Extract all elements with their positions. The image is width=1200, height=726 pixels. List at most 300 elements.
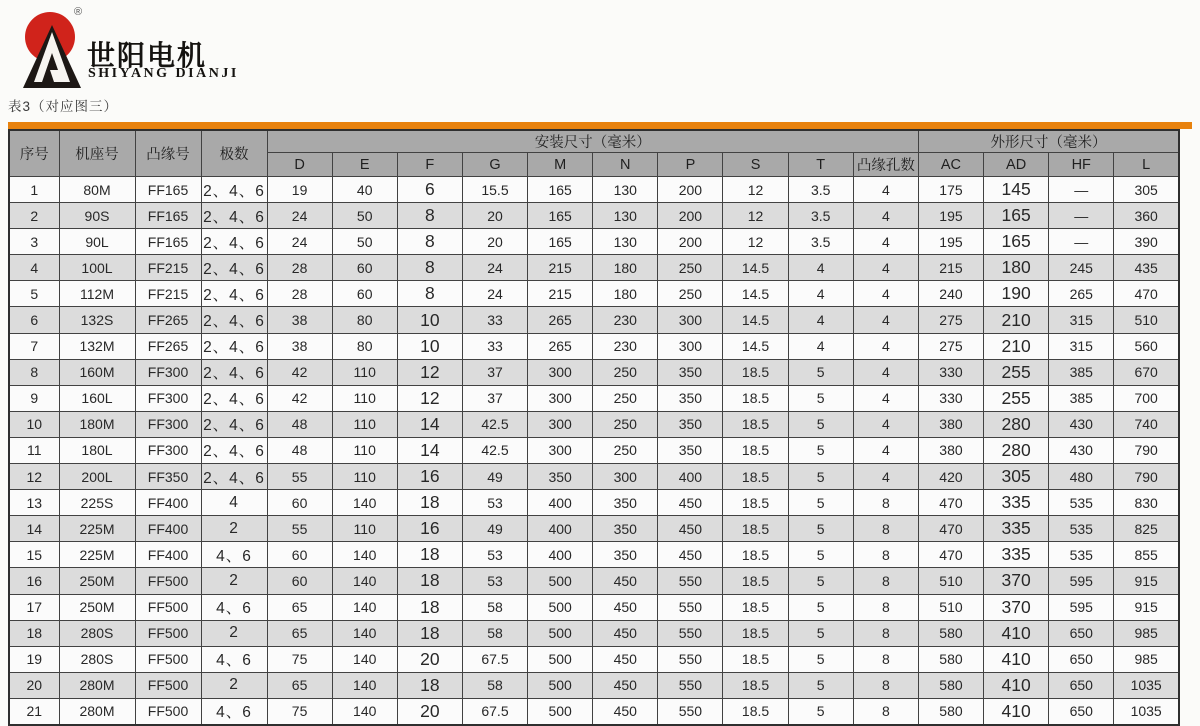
cell: 790	[1114, 437, 1179, 463]
cell: 12	[723, 229, 788, 255]
cell: 470	[918, 490, 983, 516]
dim-col-header: F	[397, 153, 462, 177]
cell: 2	[201, 620, 267, 646]
cell: 250	[593, 437, 658, 463]
cell: 4	[853, 437, 918, 463]
cell: 300	[528, 359, 593, 385]
col-header-frame: 机座号	[59, 130, 135, 177]
cell: 215	[918, 255, 983, 281]
cell: 18.5	[723, 385, 788, 411]
cell: 4、6	[201, 646, 267, 672]
cell: 380	[918, 411, 983, 437]
cell: 245	[1049, 255, 1114, 281]
cell: 2、4、6	[201, 255, 267, 281]
cell: 42.5	[462, 437, 527, 463]
cell: 110	[332, 516, 397, 542]
cell: 18	[397, 672, 462, 698]
cell: 19	[267, 177, 332, 203]
cell: 510	[918, 594, 983, 620]
cell: 50	[332, 229, 397, 255]
cell: 225S	[59, 490, 135, 516]
cell: 535	[1049, 542, 1114, 568]
cell: 4、6	[201, 698, 267, 725]
cell: 435	[1114, 255, 1179, 281]
cell: 5	[788, 490, 853, 516]
cell: FF215	[135, 255, 201, 281]
cell: 2、4、6	[201, 177, 267, 203]
cell: 280S	[59, 620, 135, 646]
cell: 250M	[59, 594, 135, 620]
cell: FF300	[135, 437, 201, 463]
cell: 49	[462, 464, 527, 490]
cell: 350	[658, 411, 723, 437]
table-row	[9, 464, 1179, 490]
cell: 380	[918, 437, 983, 463]
cell: 1035	[1114, 698, 1179, 725]
cell: 50	[332, 203, 397, 229]
cell: 335	[984, 516, 1049, 542]
cell: 160M	[59, 359, 135, 385]
cell: 53	[462, 568, 527, 594]
cell: FF400	[135, 490, 201, 516]
cell: 65	[267, 594, 332, 620]
cell: 4	[201, 490, 267, 516]
cell: 650	[1049, 672, 1114, 698]
cell: 3.5	[788, 203, 853, 229]
cell: 49	[462, 516, 527, 542]
cell: 37	[462, 385, 527, 411]
cell: 18.5	[723, 594, 788, 620]
cell: 450	[593, 620, 658, 646]
cell: 28	[267, 255, 332, 281]
cell: 18.5	[723, 411, 788, 437]
cell: —	[1049, 203, 1114, 229]
cell: 60	[267, 568, 332, 594]
cell: 450	[658, 516, 723, 542]
cell: 14.5	[723, 333, 788, 359]
cell: 5	[788, 568, 853, 594]
col-header-flange: 凸缘号	[135, 130, 201, 177]
cell: 500	[528, 620, 593, 646]
cell: FF400	[135, 542, 201, 568]
cell: 510	[918, 568, 983, 594]
table-row	[9, 568, 1179, 594]
cell: 250	[658, 281, 723, 307]
cell: 430	[1049, 411, 1114, 437]
cell: 300	[593, 464, 658, 490]
cell: 18	[397, 594, 462, 620]
cell: 140	[332, 620, 397, 646]
cell: 450	[593, 568, 658, 594]
cell: 230	[593, 307, 658, 333]
cell: 2	[201, 672, 267, 698]
cell: 4	[788, 333, 853, 359]
table-row	[9, 620, 1179, 646]
cell: 8	[397, 281, 462, 307]
cell: 12	[397, 359, 462, 385]
cell: 670	[1114, 359, 1179, 385]
cell: 4	[853, 281, 918, 307]
cell: 410	[984, 672, 1049, 698]
dim-col-header: AC	[918, 153, 983, 177]
cell: 2	[201, 516, 267, 542]
cell: 18.5	[723, 698, 788, 725]
cell: 215	[528, 281, 593, 307]
col-header-poles: 极数	[201, 130, 267, 177]
cell: 5	[788, 672, 853, 698]
cell: 500	[528, 646, 593, 672]
table-row	[9, 646, 1179, 672]
cell: 58	[462, 594, 527, 620]
cell: 24	[462, 255, 527, 281]
accent-bar	[8, 122, 1192, 129]
cell: 16	[9, 568, 59, 594]
cell: 985	[1114, 646, 1179, 672]
cell: 180M	[59, 411, 135, 437]
cell: 400	[528, 516, 593, 542]
cell: 130	[593, 229, 658, 255]
cell: 18.5	[723, 646, 788, 672]
cell: 385	[1049, 385, 1114, 411]
cell: 650	[1049, 646, 1114, 672]
cell: 410	[984, 646, 1049, 672]
cell: 4	[853, 307, 918, 333]
cell: 250	[593, 385, 658, 411]
table-row	[9, 542, 1179, 568]
cell: 225M	[59, 542, 135, 568]
cell: 280M	[59, 672, 135, 698]
cell: 200	[658, 177, 723, 203]
cell: 5	[788, 437, 853, 463]
cell: 500	[528, 594, 593, 620]
cell: 5	[788, 646, 853, 672]
cell: 8	[853, 646, 918, 672]
company-logo	[10, 6, 330, 92]
cell: 4	[853, 464, 918, 490]
cell: 132M	[59, 333, 135, 359]
cell: 53	[462, 490, 527, 516]
cell: 8	[397, 229, 462, 255]
cell: 5	[788, 411, 853, 437]
cell: 265	[1049, 281, 1114, 307]
cell: 28	[267, 281, 332, 307]
cell: 450	[593, 698, 658, 725]
cell: 165	[528, 229, 593, 255]
cell: 21	[9, 698, 59, 725]
cell: 350	[658, 437, 723, 463]
cell: 535	[1049, 490, 1114, 516]
cell: 14	[397, 437, 462, 463]
cell: 24	[267, 203, 332, 229]
cell: 75	[267, 698, 332, 725]
cell: 90L	[59, 229, 135, 255]
dim-col-header: L	[1114, 153, 1179, 177]
cell: 265	[528, 307, 593, 333]
cell: 275	[918, 307, 983, 333]
cell: 18.5	[723, 464, 788, 490]
cell: FF300	[135, 411, 201, 437]
cell: 37	[462, 359, 527, 385]
cell: 12	[723, 203, 788, 229]
cell: 350	[658, 385, 723, 411]
cell: 140	[332, 542, 397, 568]
cell: 330	[918, 359, 983, 385]
cell: 300	[658, 307, 723, 333]
table-row	[9, 672, 1179, 698]
cell: 4	[853, 229, 918, 255]
cell: 65	[267, 620, 332, 646]
cell: 38	[267, 307, 332, 333]
cell: 53	[462, 542, 527, 568]
cell: 8	[853, 490, 918, 516]
cell: 335	[984, 542, 1049, 568]
cell: 580	[918, 620, 983, 646]
cell: 250	[593, 411, 658, 437]
cell: 210	[984, 307, 1049, 333]
cell: FF400	[135, 516, 201, 542]
cell: 2、4、6	[201, 229, 267, 255]
cell: 985	[1114, 620, 1179, 646]
cell: 18.5	[723, 359, 788, 385]
cell: 500	[528, 568, 593, 594]
dim-col-header: D	[267, 153, 332, 177]
cell: 55	[267, 516, 332, 542]
cell: 4	[853, 255, 918, 281]
cell: 140	[332, 490, 397, 516]
cell: 350	[528, 464, 593, 490]
cell: 825	[1114, 516, 1179, 542]
cell: 470	[918, 542, 983, 568]
cell: 4	[853, 203, 918, 229]
cell: 3.5	[788, 177, 853, 203]
cell: 385	[1049, 359, 1114, 385]
cell: 13	[9, 490, 59, 516]
cell: 6	[9, 307, 59, 333]
table-row	[9, 255, 1179, 281]
header-row-groups	[9, 130, 1179, 153]
cell: 18.5	[723, 516, 788, 542]
cell: 5	[788, 594, 853, 620]
cell: 19	[9, 646, 59, 672]
cell: 855	[1114, 542, 1179, 568]
cell: 330	[918, 385, 983, 411]
cell: 18.5	[723, 437, 788, 463]
cell: 80	[332, 307, 397, 333]
dim-col-header: AD	[984, 153, 1049, 177]
cell: 17	[9, 594, 59, 620]
cell: 350	[593, 542, 658, 568]
cell: 480	[1049, 464, 1114, 490]
cell: 8	[853, 698, 918, 725]
cell: 430	[1049, 437, 1114, 463]
cell: 595	[1049, 594, 1114, 620]
cell: 165	[528, 203, 593, 229]
cell: 8	[853, 594, 918, 620]
table-row	[9, 594, 1179, 620]
cell: 145	[984, 177, 1049, 203]
cell: 3.5	[788, 229, 853, 255]
cell: 1035	[1114, 672, 1179, 698]
dim-col-header: S	[723, 153, 788, 177]
cell: 4	[853, 385, 918, 411]
cell: 580	[918, 646, 983, 672]
table-row	[9, 333, 1179, 359]
cell: 830	[1114, 490, 1179, 516]
cell: FF500	[135, 594, 201, 620]
cell: 18.5	[723, 568, 788, 594]
cell: 305	[1114, 177, 1179, 203]
cell: 14.5	[723, 307, 788, 333]
cell: 180	[984, 255, 1049, 281]
dim-col-header: M	[528, 153, 593, 177]
cell: 80M	[59, 177, 135, 203]
cell: 280S	[59, 646, 135, 672]
col-group-outline-dims: 外形尺寸（毫米）	[918, 130, 1179, 153]
cell: 300	[528, 385, 593, 411]
cell: 165	[984, 229, 1049, 255]
cell: 4	[788, 281, 853, 307]
cell: 700	[1114, 385, 1179, 411]
cell: 8	[397, 255, 462, 281]
cell: 42	[267, 385, 332, 411]
cell: 140	[332, 672, 397, 698]
cell: 100L	[59, 255, 135, 281]
cell: 4	[853, 333, 918, 359]
cell: 2、4、6	[201, 411, 267, 437]
table-row	[9, 437, 1179, 463]
cell: 10	[397, 333, 462, 359]
cell: 560	[1114, 333, 1179, 359]
cell: 140	[332, 568, 397, 594]
cell: FF500	[135, 672, 201, 698]
dimensions-table	[8, 129, 1180, 726]
cell: 60	[267, 542, 332, 568]
cell: 55	[267, 464, 332, 490]
cell: 58	[462, 672, 527, 698]
cell: 550	[658, 568, 723, 594]
cell: 175	[918, 177, 983, 203]
cell: 360	[1114, 203, 1179, 229]
cell: 500	[528, 698, 593, 725]
cell: 275	[918, 333, 983, 359]
cell: 40	[332, 177, 397, 203]
cell: 18	[9, 620, 59, 646]
table-row	[9, 698, 1179, 725]
cell: 67.5	[462, 646, 527, 672]
dim-col-header: T	[788, 153, 853, 177]
cell: FF350	[135, 464, 201, 490]
cell: FF265	[135, 307, 201, 333]
cell: 4	[853, 411, 918, 437]
cell: 200	[658, 229, 723, 255]
cell: 11	[9, 437, 59, 463]
cell: 16	[397, 464, 462, 490]
cell: 110	[332, 359, 397, 385]
cell: FF500	[135, 568, 201, 594]
company-name-en: SHIYANG DIANJI	[88, 66, 239, 81]
cell: 2、4、6	[201, 359, 267, 385]
cell: 18	[397, 568, 462, 594]
cell: 4、6	[201, 594, 267, 620]
cell: 8	[397, 203, 462, 229]
cell: 9	[9, 385, 59, 411]
cell: 305	[984, 464, 1049, 490]
table-row	[9, 516, 1179, 542]
cell: 48	[267, 437, 332, 463]
cell: 915	[1114, 568, 1179, 594]
cell: 230	[593, 333, 658, 359]
dim-col-header: P	[658, 153, 723, 177]
cell: 60	[332, 255, 397, 281]
cell: 110	[332, 437, 397, 463]
cell: 8	[853, 516, 918, 542]
cell: 60	[267, 490, 332, 516]
table-row	[9, 229, 1179, 255]
cell: 10	[9, 411, 59, 437]
cell: 2、4、6	[201, 464, 267, 490]
cell: 5	[788, 385, 853, 411]
cell: 4	[788, 307, 853, 333]
cell: 12	[723, 177, 788, 203]
dim-col-header: 凸缘孔数	[853, 153, 918, 177]
table-row	[9, 307, 1179, 333]
cell: 350	[593, 490, 658, 516]
cell: 48	[267, 411, 332, 437]
cell: 250	[593, 359, 658, 385]
cell: 140	[332, 698, 397, 725]
cell: 370	[984, 568, 1049, 594]
cell: 58	[462, 620, 527, 646]
cell: 65	[267, 672, 332, 698]
cell: 450	[658, 490, 723, 516]
cell: 165	[984, 203, 1049, 229]
cell: 4、6	[201, 542, 267, 568]
cell: 790	[1114, 464, 1179, 490]
cell: 550	[658, 646, 723, 672]
cell: 140	[332, 594, 397, 620]
cell: 33	[462, 307, 527, 333]
cell: 180	[593, 281, 658, 307]
cell: 112M	[59, 281, 135, 307]
cell: 410	[984, 620, 1049, 646]
cell: 38	[267, 333, 332, 359]
registered-trademark-symbol: ®	[74, 6, 83, 18]
cell: 8	[853, 568, 918, 594]
cell: 450	[658, 542, 723, 568]
cell: 550	[658, 620, 723, 646]
dim-col-header: HF	[1049, 153, 1114, 177]
cell: 195	[918, 203, 983, 229]
cell: 14	[9, 516, 59, 542]
cell: 165	[528, 177, 593, 203]
cell: 5	[788, 620, 853, 646]
cell: 15	[9, 542, 59, 568]
cell: 390	[1114, 229, 1179, 255]
table-row	[9, 359, 1179, 385]
cell: FF165	[135, 177, 201, 203]
cell: 2、4、6	[201, 437, 267, 463]
cell: 315	[1049, 307, 1114, 333]
cell: 18	[397, 542, 462, 568]
cell: 24	[462, 281, 527, 307]
cell: 510	[1114, 307, 1179, 333]
cell: FF500	[135, 620, 201, 646]
cell: 240	[918, 281, 983, 307]
cell: 400	[528, 542, 593, 568]
cell: 535	[1049, 516, 1114, 542]
dim-col-header: E	[332, 153, 397, 177]
cell: 400	[528, 490, 593, 516]
